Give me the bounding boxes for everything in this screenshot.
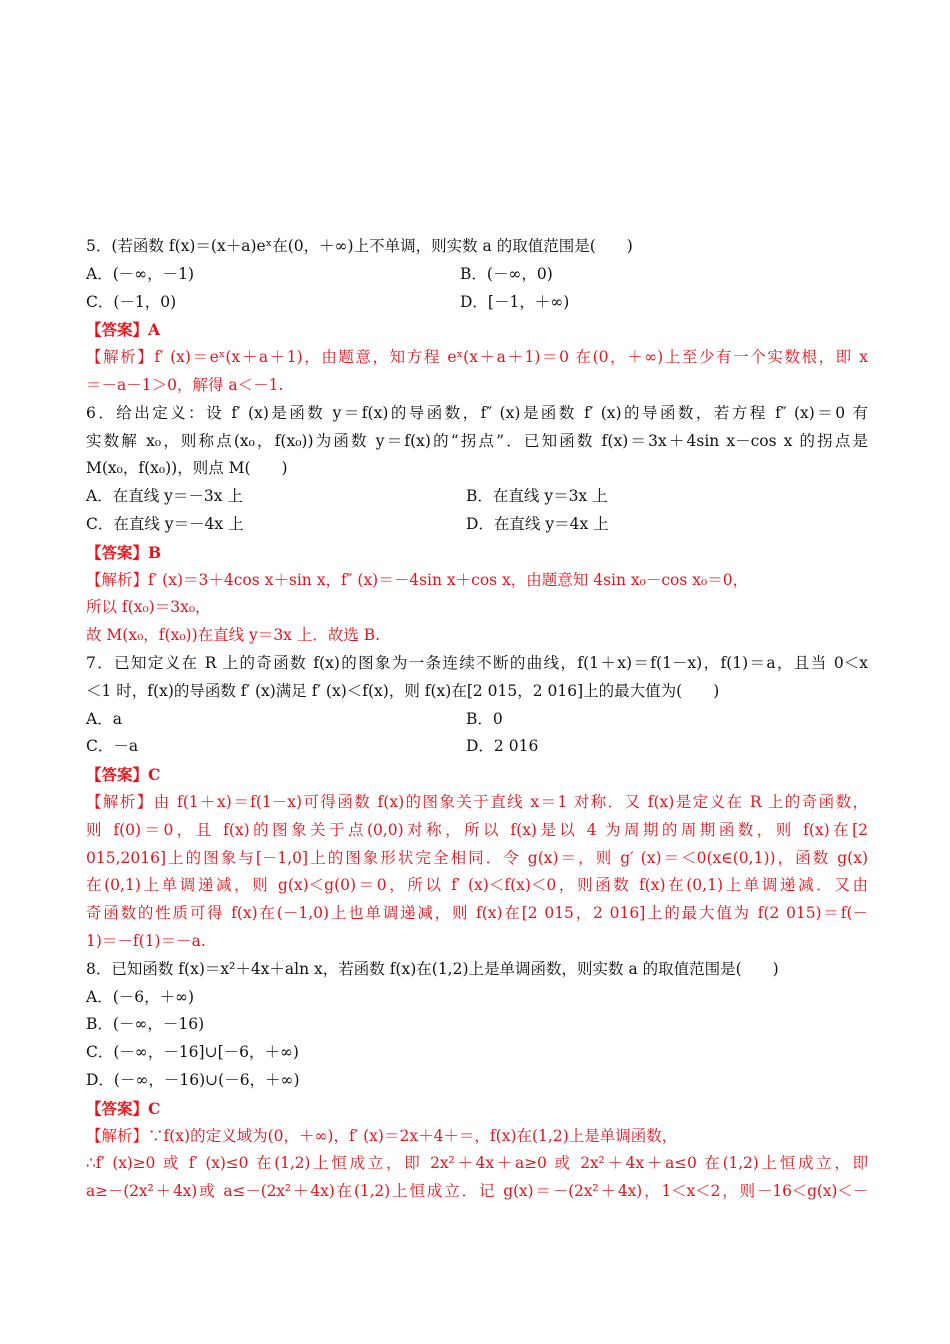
option-a: A．在直线 y＝－3x 上	[86, 487, 243, 506]
question-6	[86, 400, 868, 650]
analysis-line: 奇函数的性质可得 f(x)在(－1,0)上也单调递减，则 f(x)在[2 015，2 016]上的最大值为 f(2 015)＝f(－	[86, 904, 868, 923]
analysis-line: ∴f′ (x)≥0 或 f′ (x)≤0 在(1,2)上恒成立，即 2x²＋4x＋a≥0 或 2x²＋4x＋a≤0 在(1,2)上恒成立，即	[86, 1154, 868, 1173]
answer-label: 【答案】C	[86, 765, 161, 785]
analysis-line: 在(0,1)上单调递减，则 g(x)＜g(0)＝0，所以 f′ (x)＜f(x)＜0，则函数 f(x)在(0,1)上单调递减．又由	[86, 876, 868, 895]
option-a: A．(－∞，－1)	[86, 264, 195, 283]
analysis-line: 015,2016]上的图象与[－1,0]上的图象形状完全相同．令 g(x)＝，则 g′ (x)＝＜0(x∈(0,1))，函数 g(x)	[86, 848, 868, 867]
analysis-line: 则 f(0)＝0，且 f(x)的图象关于点(0,0)对称，所以 f(x)是以 4 为周期的周期函数，则 f(x)在[2	[86, 820, 868, 839]
answer-label: 【答案】C	[86, 1098, 161, 1118]
question-7	[86, 650, 868, 956]
analysis-line: 【解析】f′ (x)＝eˣ(x＋a＋1)，由题意，知方程 eˣ(x＋a＋1)＝0 在(0，＋∞)上至少有一个实数根，即 x	[86, 348, 868, 367]
option-c: C．(－∞，－16]∪[－6，＋∞)	[86, 1043, 299, 1062]
options-row	[86, 733, 868, 761]
analysis-line: ＝－a－1＞0，解得 a＜－1.	[86, 375, 284, 394]
option-d: D．在直线 y＝4x 上	[466, 514, 609, 533]
analysis-line: 故 M(x₀，f(x₀))在直线 y＝3x 上．故选 B.	[86, 626, 381, 645]
question-list	[86, 233, 868, 1206]
question-8	[86, 956, 868, 1206]
question-stem-line: 5．(若函数 f(x)＝(x＋a)eˣ在(0，＋∞)上不单调，则实数 a 的取值范围是( )	[86, 237, 633, 255]
analysis-line: 【解析】∵f(x)的定义域为(0，＋∞)，f′ (x)＝2x＋4＋＝，f(x)在(1,2)上是单调函数，	[86, 1126, 678, 1145]
option-c: C．－a	[86, 737, 139, 756]
question-stem-line: M(x₀，f(x₀))，则点 M( )	[86, 459, 288, 478]
analysis-line: 1)＝－f(1)＝－a.	[86, 931, 206, 950]
options-row	[86, 261, 868, 289]
option-b: B．(－∞，－16)	[86, 1015, 205, 1034]
option-d: D．2 016	[466, 737, 539, 756]
option-c: C．(－1，0)	[86, 292, 177, 311]
option-b: B．在直线 y＝3x 上	[466, 487, 608, 506]
options-row	[86, 483, 868, 511]
analysis-line: a≥－(2x²＋4x)或 a≤－(2x²＋4x)在(1,2)上恒成立．记 g(x)＝－(2x²＋4x)，1＜x＜2，则－16＜g(x)＜－	[86, 1182, 868, 1201]
question-stem-line: ＜1 时，f(x)的导函数 f′ (x)满足 f′ (x)＜f(x)，则 f(x)在[2 015，2 016]上的最大值为( )	[86, 681, 720, 700]
analysis-line: 【解析】f′ (x)＝3＋4cos x＋sin x，f″ (x)＝－4sin x＋cos x，由题意知 4sin x₀－cos x₀＝0，	[86, 570, 749, 589]
option-c: C．在直线 y＝－4x 上	[86, 514, 244, 533]
options-row	[86, 289, 868, 317]
option-b: B．(－∞，0)	[460, 264, 553, 283]
option-a: A．(－6，＋∞)	[86, 987, 195, 1006]
analysis-line: 所以 f(x₀)＝3x₀，	[86, 598, 211, 617]
question-stem-line: 实数解 x₀，则称点(x₀，f(x₀))为函数 y＝f(x)的“拐点”．已知函数 f(x)＝3x＋4sin x－cos x 的拐点是	[86, 431, 868, 450]
options-row	[86, 706, 868, 734]
option-d: D．[－1，＋∞)	[460, 292, 570, 311]
question-stem-line: 7．已知定义在 R 上的奇函数 f(x)的图象为一条连续不断的曲线，f(1＋x)＝f(1－x)，f(1)＝a，且当 0＜x	[86, 653, 868, 672]
answer-label: 【答案】B	[86, 542, 162, 562]
option-a: A．a	[86, 709, 122, 728]
option-b: B．0	[466, 709, 503, 728]
question-stem-line: 8．已知函数 f(x)＝x²＋4x＋aln x，若函数 f(x)在(1,2)上是单调函数，则实数 a 的取值范围是( )	[86, 959, 779, 978]
analysis-line: 【解析】由 f(1＋x)＝f(1－x)可得函数 f(x)的图象关于直线 x＝1 对称．又 f(x)是定义在 R 上的奇函数，	[86, 792, 868, 811]
question-stem-line: 6．给出定义：设 f′ (x)是函数 y＝f(x)的导函数，f″ (x)是函数 f′ (x)的导函数，若方程 f″ (x)＝0 有	[86, 403, 868, 422]
answer-label: 【答案】A	[86, 320, 161, 340]
question-5	[86, 233, 868, 400]
option-d: D．(－∞，－16)∪(－6，＋∞)	[86, 1070, 300, 1089]
options-row	[86, 511, 868, 539]
